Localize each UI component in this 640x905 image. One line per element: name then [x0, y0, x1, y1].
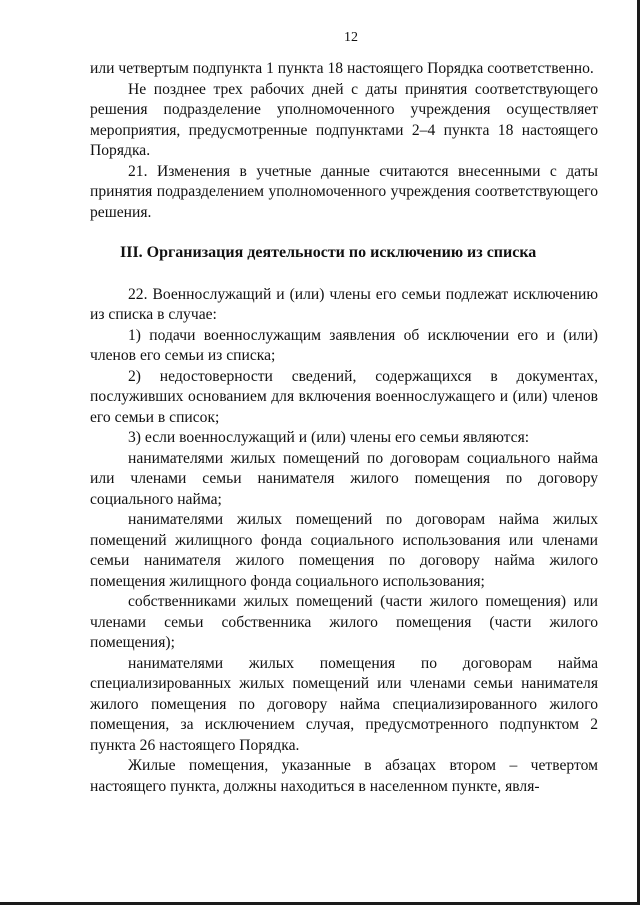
paragraph: 1) подачи военнослужащим заявления об исключении его и (или) членов его семьи из списка; [90, 326, 598, 364]
paragraph: 2) недостоверности сведений, содержащихся в документах, послуживших основанием для включения военнослужащего и (или) членов его семьи в список; [90, 367, 598, 426]
text-block-after [90, 285, 598, 798]
paragraph: собственниками жилых помещений (части жилого помещения) или членами семьи собственника жилого помещения (части жилого помещения); [90, 593, 598, 651]
paragraph: 21. Изменения в учетные данные считаются внесенными с даты принятия подразделением уполномоченного учреждения соответствующего решения. [90, 162, 598, 221]
page-number: 12 [344, 30, 358, 45]
paragraph: нанимателями жилых помещения по договорам найма специализированных жилых помещений или членами семьи нанимателя жилого помещения по договору найма специализированного жилого помещения, за исключением случая, предусмотренного подпунктом 2 пункта 26 настоящего Порядка. [90, 654, 598, 754]
paragraph: Не позднее трех рабочих дней с даты принятия соответствующего решения подразделение уполномоченного учреждения осуществляет мероприятия, предусмотренные подпунктами 2–4 пункта 18 настоящего Порядка. [90, 80, 598, 159]
section-heading: III. Организация деятельности по исключению из списка [120, 244, 537, 261]
paragraph: нанимателями жилых помещений по договорам социального найма или членами семьи нанимателя жилого помещения по договору социального найма; [90, 449, 598, 508]
paragraph: Жилые помещения, указанные в абзацах втором – четвертом настоящего пункта, должны находиться в населенном пункте, явля- [90, 757, 598, 795]
paragraph: 3) если военнослужащий и (или) члены его семьи являются: [128, 429, 530, 446]
paragraph: или четвертым подпункта 1 пункта 18 настоящего Порядка соответственно. [90, 60, 594, 77]
text-block-before [90, 59, 598, 223]
paragraph: 22. Военнослужащий и (или) члены его семьи подлежат исключению из списка в случае: [90, 285, 598, 323]
paragraph: нанимателями жилых помещений по договорам найма жилых помещений жилищного фонда социального использования или членами семьи нанимателя жилого помещения по договору найма жилого помещения жилищного фонда социального использования; [90, 511, 598, 590]
